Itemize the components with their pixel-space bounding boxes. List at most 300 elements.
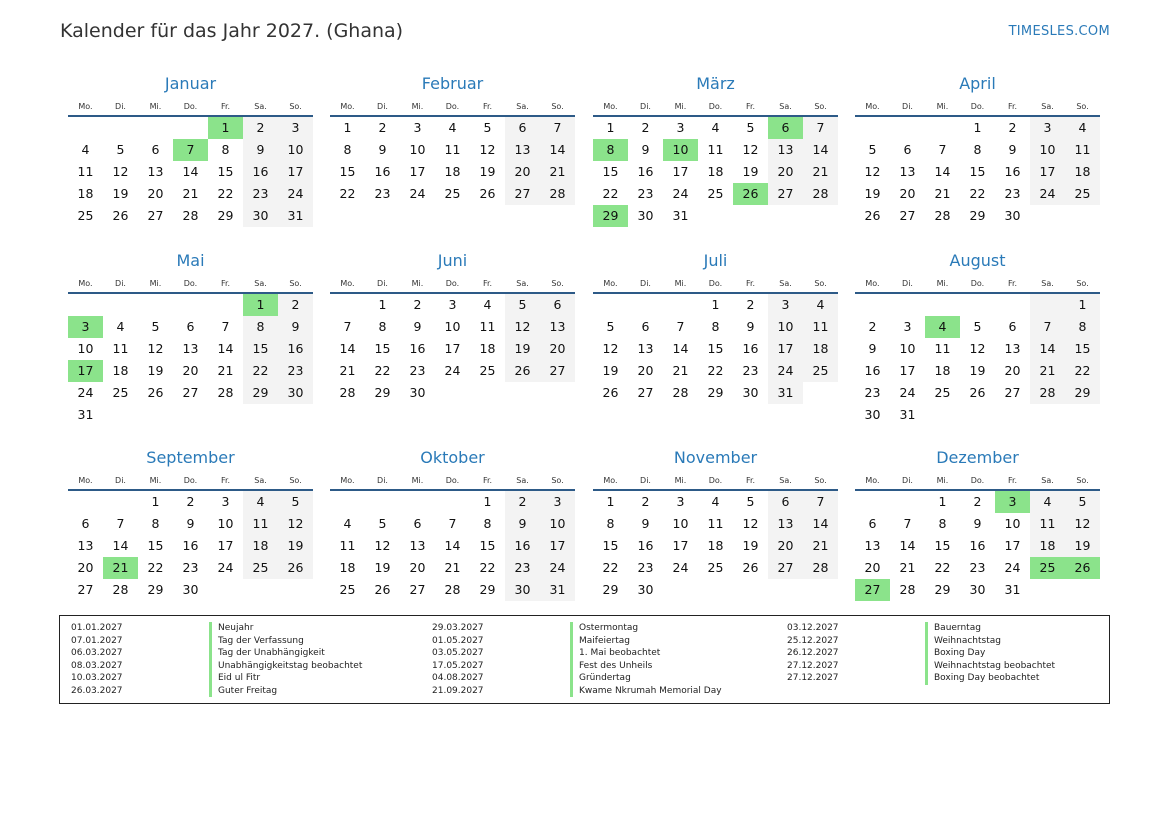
weekday-label: So. bbox=[1076, 278, 1089, 288]
day-cell: 2 bbox=[505, 491, 540, 513]
site-link[interactable]: TIMESLES.COM bbox=[1008, 24, 1110, 39]
month-september bbox=[68, 447, 313, 601]
weekday-header bbox=[68, 274, 313, 294]
weekday-label: Mi. bbox=[674, 101, 687, 111]
weekday-label: Do. bbox=[183, 475, 198, 485]
day-cell: 17 bbox=[768, 338, 803, 360]
holiday-day-cell: 26 bbox=[733, 183, 768, 205]
day-cell: 15 bbox=[602, 164, 619, 179]
day-cell: 14 bbox=[217, 341, 234, 356]
empty-cell bbox=[68, 117, 103, 139]
day-cell: 9 bbox=[641, 142, 650, 157]
weekday-label: Sa. bbox=[779, 278, 792, 288]
day-cell: 31 bbox=[77, 407, 94, 422]
month-name: November bbox=[673, 448, 758, 467]
day-cell: 7 bbox=[1030, 316, 1065, 338]
day-grid bbox=[68, 491, 313, 601]
day-cell: 21 bbox=[339, 363, 356, 378]
day-cell: 12 bbox=[374, 538, 391, 553]
day-cell: 14 bbox=[112, 538, 129, 553]
day-cell: 1 bbox=[606, 494, 615, 509]
day-cell: 11 bbox=[339, 538, 356, 553]
day-cell: 24 bbox=[1004, 560, 1021, 575]
day-cell: 27 bbox=[768, 183, 803, 205]
day-cell: 3 bbox=[540, 491, 575, 513]
weekday-label: Mo. bbox=[78, 278, 93, 288]
day-cell: 18 bbox=[934, 363, 951, 378]
month-name: September bbox=[146, 448, 235, 467]
day-cell: 9 bbox=[378, 142, 387, 157]
empty-cell bbox=[208, 294, 243, 316]
day-cell: 2 bbox=[1008, 120, 1017, 135]
day-cell: 2 bbox=[413, 297, 422, 312]
month-mai bbox=[68, 250, 313, 426]
day-cell: 5 bbox=[606, 319, 615, 334]
day-cell: 31 bbox=[540, 579, 575, 601]
day-cell: 26 bbox=[479, 186, 496, 201]
day-cell: 13 bbox=[77, 538, 94, 553]
holiday-date: 21.09.2027 bbox=[432, 685, 484, 696]
day-cell: 29 bbox=[243, 382, 278, 404]
day-grid bbox=[855, 491, 1100, 601]
weekday-label: Fr. bbox=[1007, 101, 1018, 111]
day-cell: 18 bbox=[803, 338, 838, 360]
day-cell: 30 bbox=[864, 407, 881, 422]
day-cell: 22 bbox=[602, 560, 619, 575]
holiday-day-cell: 7 bbox=[173, 139, 208, 161]
empty-cell bbox=[663, 294, 698, 316]
day-cell: 4 bbox=[483, 297, 492, 312]
day-cell: 27 bbox=[77, 582, 94, 597]
day-cell: 7 bbox=[343, 319, 352, 334]
holiday-date: 08.03.2027 bbox=[71, 660, 123, 671]
day-cell: 12 bbox=[505, 316, 540, 338]
day-cell: 13 bbox=[768, 139, 803, 161]
day-cell: 9 bbox=[1008, 142, 1017, 157]
weekday-label: Mi. bbox=[936, 278, 949, 288]
day-cell: 16 bbox=[1004, 164, 1021, 179]
day-cell: 17 bbox=[1030, 161, 1065, 183]
holiday-name: Maifeiertag bbox=[570, 635, 630, 648]
day-cell: 19 bbox=[147, 363, 164, 378]
day-cell: 16 bbox=[409, 341, 426, 356]
day-cell: 23 bbox=[1004, 186, 1021, 201]
weekday-header bbox=[330, 274, 575, 294]
weekday-label: Mo. bbox=[603, 278, 618, 288]
weekday-label: Fr. bbox=[482, 278, 493, 288]
weekday-label: Mi. bbox=[149, 101, 162, 111]
day-cell: 30 bbox=[243, 205, 278, 227]
day-grid bbox=[593, 491, 838, 601]
day-cell: 1 bbox=[343, 120, 352, 135]
day-cell: 27 bbox=[147, 208, 164, 223]
day-cell: 31 bbox=[278, 205, 313, 227]
day-cell: 13 bbox=[540, 316, 575, 338]
empty-cell bbox=[1030, 294, 1065, 316]
day-cell: 30 bbox=[278, 382, 313, 404]
weekday-label: So. bbox=[551, 475, 564, 485]
day-cell: 22 bbox=[147, 560, 164, 575]
weekday-label: Sa. bbox=[254, 278, 267, 288]
day-cell: 7 bbox=[676, 319, 685, 334]
day-cell: 26 bbox=[602, 385, 619, 400]
day-cell: 22 bbox=[374, 363, 391, 378]
day-cell: 19 bbox=[742, 164, 759, 179]
day-cell: 6 bbox=[186, 319, 195, 334]
day-grid bbox=[593, 294, 838, 404]
month-august bbox=[855, 250, 1100, 426]
day-cell: 11 bbox=[479, 319, 496, 334]
day-cell: 17 bbox=[899, 363, 916, 378]
empty-cell bbox=[593, 294, 628, 316]
day-cell: 10 bbox=[409, 142, 426, 157]
day-cell: 17 bbox=[217, 538, 234, 553]
empty-cell bbox=[68, 491, 103, 513]
day-cell: 15 bbox=[707, 341, 724, 356]
empty-cell bbox=[103, 294, 138, 316]
day-cell: 3 bbox=[1030, 117, 1065, 139]
day-cell: 21 bbox=[934, 186, 951, 201]
holiday-date: 10.03.2027 bbox=[71, 673, 123, 683]
day-cell: 1 bbox=[378, 297, 387, 312]
day-cell: 11 bbox=[707, 142, 724, 157]
day-cell: 19 bbox=[602, 363, 619, 378]
day-cell: 30 bbox=[969, 582, 986, 597]
day-cell: 23 bbox=[505, 557, 540, 579]
empty-cell bbox=[855, 491, 890, 513]
day-cell: 24 bbox=[540, 557, 575, 579]
day-cell: 21 bbox=[217, 363, 234, 378]
day-cell: 22 bbox=[479, 560, 496, 575]
day-cell: 26 bbox=[969, 385, 986, 400]
day-cell: 29 bbox=[1065, 382, 1100, 404]
day-cell: 20 bbox=[768, 535, 803, 557]
day-cell: 1 bbox=[1065, 294, 1100, 316]
day-cell: 18 bbox=[339, 560, 356, 575]
weekday-label: Mo. bbox=[78, 101, 93, 111]
day-cell: 8 bbox=[606, 516, 615, 531]
day-cell: 8 bbox=[221, 142, 230, 157]
day-cell: 14 bbox=[339, 341, 356, 356]
day-cell: 17 bbox=[1004, 538, 1021, 553]
day-cell: 5 bbox=[116, 142, 125, 157]
day-cell: 8 bbox=[378, 319, 387, 334]
day-cell: 30 bbox=[637, 208, 654, 223]
empty-cell bbox=[925, 117, 960, 139]
weekday-label: Di. bbox=[902, 278, 913, 288]
day-cell: 31 bbox=[899, 407, 916, 422]
day-cell: 4 bbox=[1065, 117, 1100, 139]
holiday-day-cell: 3 bbox=[68, 316, 103, 338]
day-cell: 24 bbox=[768, 360, 803, 382]
day-cell: 21 bbox=[540, 161, 575, 183]
holiday-day-cell: 3 bbox=[995, 491, 1030, 513]
day-cell: 5 bbox=[746, 120, 755, 135]
day-cell: 15 bbox=[602, 538, 619, 553]
day-cell: 23 bbox=[182, 560, 199, 575]
holiday-name: Boxing Day beobachtet bbox=[925, 672, 1039, 685]
empty-cell bbox=[330, 294, 365, 316]
empty-cell bbox=[330, 491, 365, 513]
weekday-label: Mi. bbox=[149, 475, 162, 485]
day-cell: 2 bbox=[641, 494, 650, 509]
day-cell: 12 bbox=[112, 164, 129, 179]
holiday-name: Kwame Nkrumah Memorial Day bbox=[570, 685, 722, 698]
day-cell: 6 bbox=[413, 516, 422, 531]
day-cell: 11 bbox=[77, 164, 94, 179]
day-cell: 9 bbox=[278, 316, 313, 338]
month-märz bbox=[593, 73, 838, 227]
day-cell: 7 bbox=[116, 516, 125, 531]
day-cell: 30 bbox=[1004, 208, 1021, 223]
day-cell: 21 bbox=[803, 161, 838, 183]
day-cell: 18 bbox=[243, 535, 278, 557]
day-grid bbox=[593, 117, 838, 227]
month-name: Juli bbox=[703, 251, 728, 270]
day-cell: 2 bbox=[973, 494, 982, 509]
weekday-label: Mo. bbox=[340, 101, 355, 111]
day-cell: 6 bbox=[540, 294, 575, 316]
month-oktober bbox=[330, 447, 575, 601]
day-cell: 10 bbox=[77, 341, 94, 356]
day-cell: 6 bbox=[641, 319, 650, 334]
page-title: Kalender für das Jahr 2027. (Ghana) bbox=[60, 20, 404, 42]
day-cell: 26 bbox=[505, 360, 540, 382]
month-name: Oktober bbox=[420, 448, 485, 467]
day-cell: 3 bbox=[278, 117, 313, 139]
day-cell: 10 bbox=[672, 516, 689, 531]
empty-cell bbox=[855, 117, 890, 139]
day-cell: 10 bbox=[444, 319, 461, 334]
weekday-label: Do. bbox=[445, 475, 460, 485]
day-cell: 19 bbox=[505, 338, 540, 360]
month-januar bbox=[68, 73, 313, 227]
holiday-date: 17.05.2027 bbox=[432, 660, 484, 671]
day-cell: 25 bbox=[77, 208, 94, 223]
day-cell: 13 bbox=[1004, 341, 1021, 356]
day-cell: 20 bbox=[77, 560, 94, 575]
day-cell: 5 bbox=[505, 294, 540, 316]
day-grid bbox=[330, 294, 575, 404]
day-cell: 22 bbox=[934, 560, 951, 575]
weekday-label: Di. bbox=[640, 278, 651, 288]
day-cell: 25 bbox=[707, 560, 724, 575]
day-cell: 27 bbox=[505, 183, 540, 205]
day-cell: 24 bbox=[217, 560, 234, 575]
holiday-date: 29.03.2027 bbox=[432, 623, 484, 633]
day-cell: 28 bbox=[803, 557, 838, 579]
day-cell: 24 bbox=[409, 186, 426, 201]
weekday-label: Mi. bbox=[674, 278, 687, 288]
weekday-label: Mo. bbox=[865, 278, 880, 288]
day-cell: 28 bbox=[112, 582, 129, 597]
month-name: Dezember bbox=[936, 448, 1019, 467]
day-cell: 16 bbox=[969, 538, 986, 553]
day-cell: 4 bbox=[448, 120, 457, 135]
day-cell: 1 bbox=[938, 494, 947, 509]
day-cell: 20 bbox=[637, 363, 654, 378]
day-cell: 27 bbox=[409, 582, 426, 597]
day-cell: 27 bbox=[768, 557, 803, 579]
holiday-date: 26.03.2027 bbox=[71, 685, 123, 696]
day-cell: 8 bbox=[711, 319, 720, 334]
weekday-label: Fr. bbox=[745, 475, 756, 485]
day-cell: 4 bbox=[81, 142, 90, 157]
holiday-legend bbox=[59, 615, 1110, 704]
month-name: August bbox=[949, 251, 1006, 270]
holiday-name: Fest des Unheils bbox=[570, 660, 652, 673]
day-cell: 10 bbox=[540, 513, 575, 535]
day-cell: 20 bbox=[182, 363, 199, 378]
month-dezember bbox=[855, 447, 1100, 601]
empty-cell bbox=[925, 294, 960, 316]
day-cell: 7 bbox=[540, 117, 575, 139]
day-cell: 21 bbox=[803, 535, 838, 557]
weekday-label: So. bbox=[551, 278, 564, 288]
day-cell: 19 bbox=[479, 164, 496, 179]
day-cell: 10 bbox=[768, 316, 803, 338]
weekday-label: Di. bbox=[902, 101, 913, 111]
day-cell: 12 bbox=[1065, 513, 1100, 535]
day-cell: 16 bbox=[505, 535, 540, 557]
empty-cell bbox=[435, 491, 470, 513]
weekday-label: Sa. bbox=[1041, 101, 1054, 111]
day-cell: 6 bbox=[81, 516, 90, 531]
month-juni bbox=[330, 250, 575, 404]
weekday-label: Fr. bbox=[745, 278, 756, 288]
day-cell: 8 bbox=[1065, 316, 1100, 338]
weekday-label: Do. bbox=[445, 101, 460, 111]
weekday-label: Do. bbox=[183, 101, 198, 111]
empty-cell bbox=[138, 117, 173, 139]
day-cell: 11 bbox=[707, 516, 724, 531]
weekday-header bbox=[330, 97, 575, 117]
day-cell: 20 bbox=[147, 186, 164, 201]
day-cell: 17 bbox=[672, 164, 689, 179]
weekday-label: Sa. bbox=[516, 475, 529, 485]
day-cell: 1 bbox=[151, 494, 160, 509]
holiday-day-cell: 17 bbox=[68, 360, 103, 382]
day-cell: 16 bbox=[742, 341, 759, 356]
day-cell: 20 bbox=[505, 161, 540, 183]
day-cell: 27 bbox=[899, 208, 916, 223]
day-cell: 21 bbox=[182, 186, 199, 201]
day-cell: 13 bbox=[505, 139, 540, 161]
day-cell: 2 bbox=[746, 297, 755, 312]
weekday-label: Sa. bbox=[1041, 475, 1054, 485]
day-cell: 11 bbox=[1030, 513, 1065, 535]
month-februar bbox=[330, 73, 575, 205]
day-cell: 20 bbox=[864, 560, 881, 575]
day-cell: 28 bbox=[217, 385, 234, 400]
weekday-label: Fr. bbox=[220, 475, 231, 485]
day-cell: 29 bbox=[479, 582, 496, 597]
day-cell: 22 bbox=[243, 360, 278, 382]
holiday-day-cell: 25 bbox=[1030, 557, 1065, 579]
weekday-label: Fr. bbox=[482, 475, 493, 485]
holiday-date: 01.05.2027 bbox=[432, 635, 484, 646]
day-cell: 5 bbox=[483, 120, 492, 135]
holiday-name: Neujahr bbox=[209, 622, 253, 635]
day-cell: 18 bbox=[1030, 535, 1065, 557]
weekday-label: Fr. bbox=[482, 101, 493, 111]
day-cell: 8 bbox=[483, 516, 492, 531]
day-cell: 23 bbox=[243, 183, 278, 205]
day-grid bbox=[68, 294, 313, 426]
weekday-label: Di. bbox=[902, 475, 913, 485]
day-grid bbox=[855, 117, 1100, 227]
weekday-label: Di. bbox=[377, 101, 388, 111]
holiday-day-cell: 8 bbox=[593, 139, 628, 161]
holiday-date: 27.12.2027 bbox=[787, 673, 839, 683]
day-cell: 15 bbox=[479, 538, 496, 553]
holiday-name: Gründertag bbox=[570, 672, 631, 685]
day-cell: 28 bbox=[1030, 382, 1065, 404]
day-cell: 16 bbox=[243, 161, 278, 183]
day-cell: 30 bbox=[637, 582, 654, 597]
day-cell: 7 bbox=[938, 142, 947, 157]
holiday-name: Bauerntag bbox=[925, 622, 981, 635]
weekday-label: So. bbox=[289, 101, 302, 111]
holiday-name: Unabhängigkeitstag beobachtet bbox=[209, 660, 362, 673]
day-cell: 3 bbox=[768, 294, 803, 316]
empty-cell bbox=[68, 294, 103, 316]
day-cell: 4 bbox=[1030, 491, 1065, 513]
day-cell: 15 bbox=[934, 538, 951, 553]
day-cell: 12 bbox=[742, 142, 759, 157]
day-cell: 2 bbox=[278, 294, 313, 316]
day-cell: 2 bbox=[186, 494, 195, 509]
day-cell: 22 bbox=[602, 186, 619, 201]
day-cell: 2 bbox=[641, 120, 650, 135]
empty-cell bbox=[103, 491, 138, 513]
day-cell: 15 bbox=[243, 338, 278, 360]
day-cell: 29 bbox=[602, 582, 619, 597]
day-cell: 3 bbox=[903, 319, 912, 334]
day-cell: 5 bbox=[151, 319, 160, 334]
day-cell: 24 bbox=[672, 186, 689, 201]
day-cell: 20 bbox=[1004, 363, 1021, 378]
weekday-label: Mo. bbox=[78, 475, 93, 485]
day-cell: 25 bbox=[243, 557, 278, 579]
day-grid bbox=[330, 117, 575, 205]
weekday-header bbox=[593, 97, 838, 117]
day-cell: 19 bbox=[374, 560, 391, 575]
day-cell: 9 bbox=[413, 319, 422, 334]
weekday-header bbox=[593, 274, 838, 294]
weekday-label: Fr. bbox=[1007, 278, 1018, 288]
day-cell: 12 bbox=[864, 164, 881, 179]
day-cell: 6 bbox=[903, 142, 912, 157]
weekday-label: Sa. bbox=[516, 101, 529, 111]
weekday-label: Mo. bbox=[865, 475, 880, 485]
day-cell: 18 bbox=[77, 186, 94, 201]
weekday-label: Mi. bbox=[674, 475, 687, 485]
holiday-date: 25.12.2027 bbox=[787, 635, 839, 646]
day-cell: 8 bbox=[343, 142, 352, 157]
empty-cell bbox=[995, 294, 1030, 316]
empty-cell bbox=[138, 294, 173, 316]
holiday-name: Tag der Unabhängigkeit bbox=[209, 647, 325, 660]
day-cell: 24 bbox=[278, 183, 313, 205]
weekday-header bbox=[68, 97, 313, 117]
day-cell: 16 bbox=[864, 363, 881, 378]
day-cell: 23 bbox=[637, 560, 654, 575]
empty-cell bbox=[890, 294, 925, 316]
day-grid bbox=[330, 491, 575, 601]
day-cell: 9 bbox=[186, 516, 195, 531]
day-cell: 12 bbox=[969, 341, 986, 356]
